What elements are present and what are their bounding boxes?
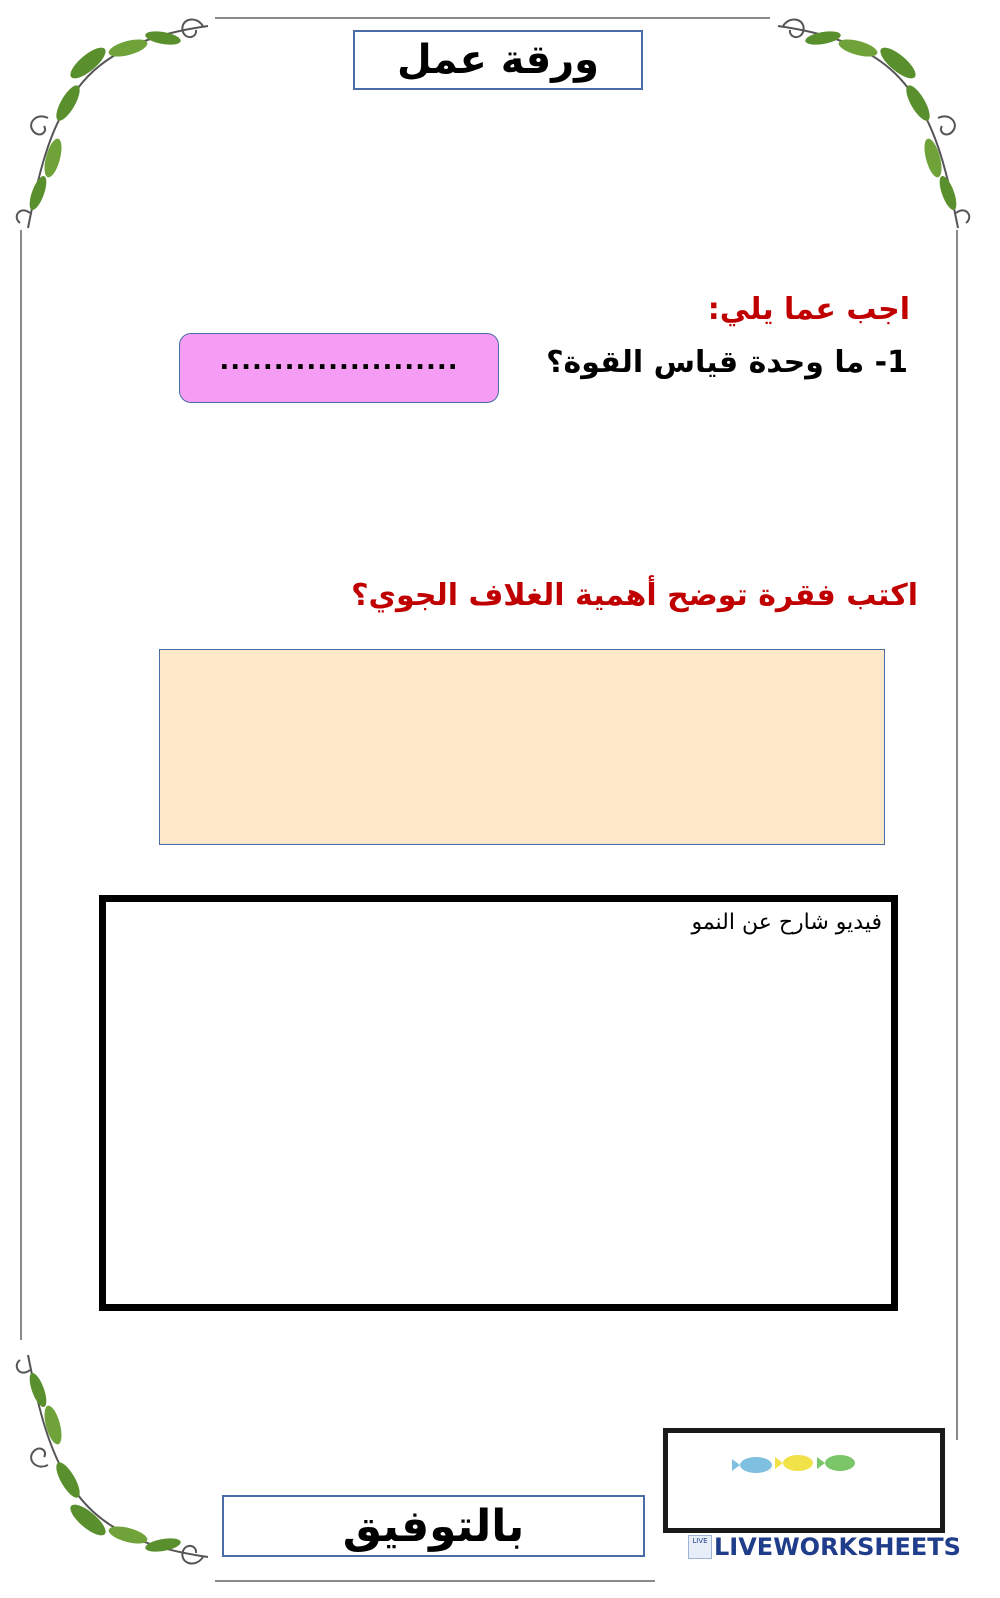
closing-text: بالتوفيق	[342, 1500, 525, 1552]
liveworksheets-brand	[688, 1533, 961, 1561]
liveworksheets-name: LIVEWORKSHEETS	[714, 1533, 961, 1561]
frame-left-line	[20, 230, 22, 1340]
liveworksheets-thumbnail[interactable]	[663, 1428, 945, 1533]
video-frame[interactable]	[99, 895, 898, 1311]
vine-corner-icon	[8, 1340, 218, 1585]
frame-bottom-line	[215, 1580, 655, 1582]
question-2: اكتب فقرة توضح أهمية الغلاف الجوي؟	[351, 578, 918, 613]
instruction-heading: اجب عما يلي:	[707, 292, 910, 327]
answer-input-box[interactable]	[179, 333, 499, 403]
vine-corner-icon	[768, 8, 978, 233]
liveworksheets-logo-icon: LIVE	[688, 1535, 712, 1559]
closing-box	[222, 1495, 645, 1557]
frame-right-line	[956, 230, 958, 1440]
answer-placeholder: ......................	[219, 346, 459, 376]
frame-top-line	[215, 17, 770, 19]
video-label: فيديو شارح عن النمو	[691, 910, 882, 935]
paragraph-input-box[interactable]	[159, 649, 885, 845]
vine-corner-icon	[8, 8, 218, 233]
question-1: 1- ما وحدة قياس القوة؟	[546, 345, 908, 380]
title-box	[353, 30, 643, 90]
fish-icon	[668, 1433, 940, 1528]
page-title: ورقة عمل	[396, 37, 600, 83]
